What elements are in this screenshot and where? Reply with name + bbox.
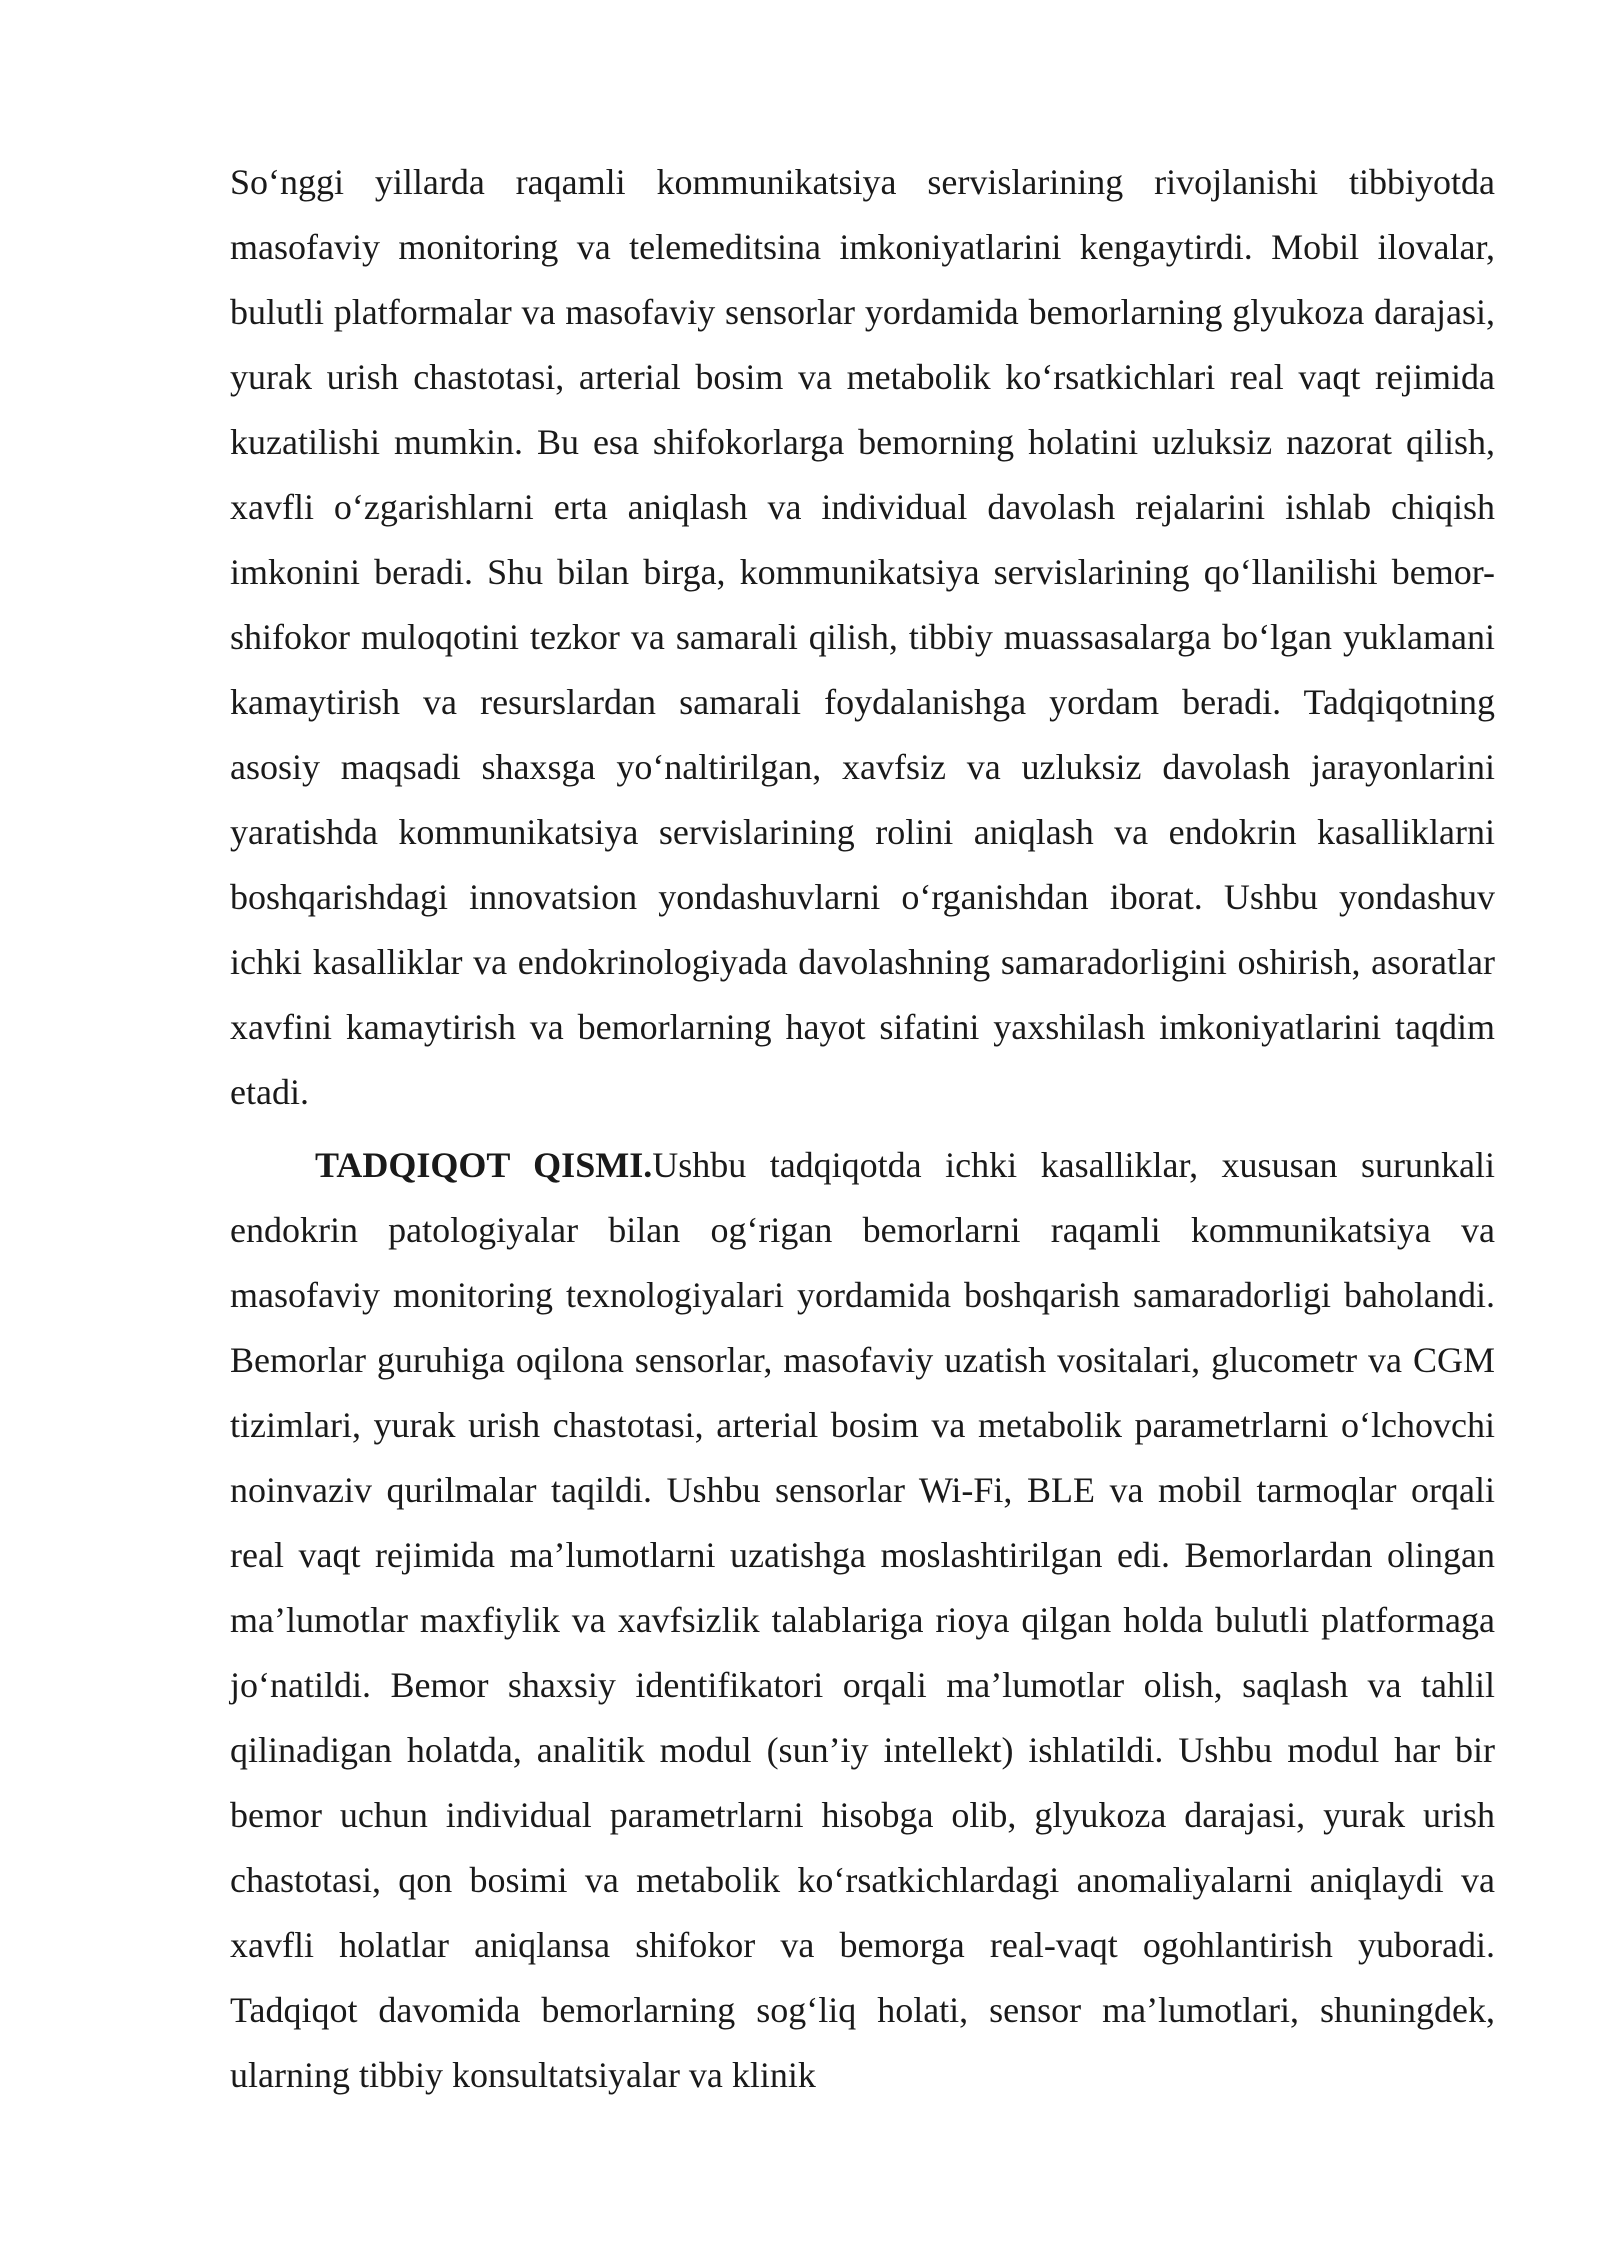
document-body xyxy=(230,150,1495,2108)
body-paragraph-intro: So‘nggi yillarda raqamli kommunikatsiya servislarining rivojlanishi tibbiyotda masofaviy monitoring va telemeditsina imkoniyatlarini kengaytirdi. Mobil ilovalar, bulutli platformalar va masofaviy sensorlar yordamida bemorlarning glyukoza darajasi, yurak urish chastotasi, arterial bosim va metabolik ko‘rsatkichlari real vaqt rejimida kuzatilishi mumkin. Bu esa shifokorlarga bemorning holatini uzluksiz nazorat qilish, xavfli o‘zgarishlarni erta aniqlash va individual davolash rejalarini ishlab chiqish imkonini beradi. Shu bilan birga, kommunikatsiya servislarining qo‘llanilishi bemor-shifokor muloqotini tezkor va samarali qilish, tibbiy muassasalarga bo‘lgan yuklamani kamaytirish va resurslardan samarali foydalanishga yordam beradi. Tadqiqotning asosiy maqsadi shaxsga yo‘naltirilgan, xavfsiz va uzluksiz davolash jarayonlarini yaratishda kommunikatsiya servislarining rolini aniqlash va endokrin kasalliklarni boshqarishdagi innovatsion yondashuvlarni o‘rganishdan iborat. Ushbu yondashuv ichki kasalliklar va endokrinologiyada davolashning samaradorligini oshirish, asoratlar xavfini kamaytirish va bemorlarning hayot sifatini yaxshilash imkoniyatlarini taqdim etadi. xyxy=(230,162,1495,1112)
section-heading: TADQIQOT QISMI. xyxy=(315,1145,653,1185)
body-paragraph-research xyxy=(230,1133,1495,2108)
section-paragraph-text: Ushbu tadqiqotda ichki kasalliklar, xususan surunkali endokrin patologiyalar bilan og‘rigan bemorlarni raqamli kommunikatsiya va masofaviy monitoring texnologiyalari yordamida boshqarish samaradorligi baholandi. Bemorlar guruhiga oqilona sensorlar, masofaviy uzatish vositalari, glucometr va CGM tizimlari, yurak urish chastotasi, arterial bosim va metabolik parametrlarni o‘lchovchi noinvaziv qurilmalar taqildi. Ushbu sensorlar Wi-Fi, BLE va mobil tarmoqlar orqali real vaqt rejimida ma’lumotlarni uzatishga moslashtirilgan edi. Bemorlardan olingan ma’lumotlar maxfiylik va xavfsizlik talablariga rioya qilgan holda bulutli platformaga jo‘natildi. Bemor shaxsiy identifikatori orqali ma’lumotlar olish, saqlash va tahlil qilinadigan holatda, analitik modul (sun’iy intellekt) ishlatildi. Ushbu modul har bir bemor uchun individual parametrlarni hisobga olib, glyukoza darajasi, yurak urish chastotasi, qon bosimi va metabolik ko‘rsatkichlardagi anomaliyalarni aniqlaydi va xavfli holatlar aniqlansa shifokor va bemorga real-vaqt ogohlantirish yuboradi. Tadqiqot davomida bemorlarning sog‘liq holati, sensor ma’lumotlari, shuningdek, ularning tibbiy konsultatsiyalar va klinik xyxy=(230,1145,1496,2095)
